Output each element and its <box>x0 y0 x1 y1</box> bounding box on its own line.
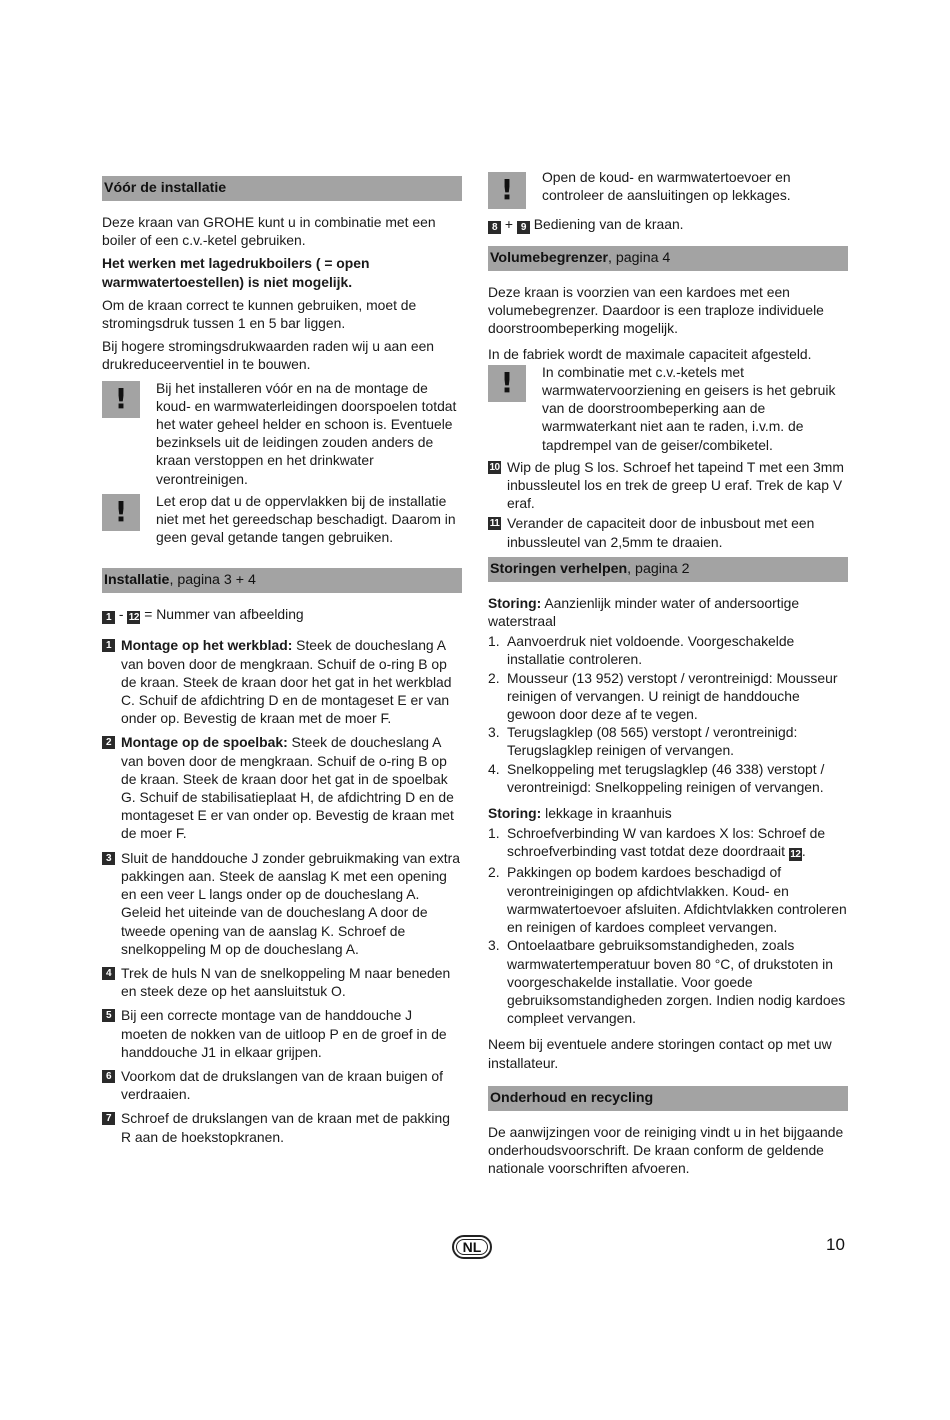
storing-list <box>488 824 848 861</box>
language-badge: NL <box>452 1235 492 1259</box>
step-number-badge: 6 <box>102 1070 115 1083</box>
figure-number-badge: 12 <box>128 612 139 624</box>
list-item: 3. Ontoelaatbare gebruiksomstandigheden, zoals warmwatertemperatuur boven 80 °C, of drukstoten in voorgeschakelde installatie. Voor goede gebruiksomstandigheden zorgen. Indien nodig kardoes compleet vervangen. <box>488 937 846 1027</box>
page-number: 10 <box>826 1235 845 1254</box>
warning-icon: ! <box>102 381 140 418</box>
step-number-badge: 4 <box>102 967 115 980</box>
step-number-badge: 7 <box>102 1112 115 1125</box>
paragraph: In de fabriek wordt de maximale capaciteit afgesteld. <box>488 345 812 362</box>
warning-block <box>488 363 848 454</box>
right-column <box>488 168 848 1182</box>
list-item: 4. Snelkoppeling met terugslagklep (46 338) verstopt / verontreinigd: Snelkoppeling reinigen of vervangen. <box>488 760 825 795</box>
step-text: Wip de plug S los. Schroef het tapeind T met een 3mm inbussleutel los en trek de greep U eraf. Trek de kap V eraf. <box>507 458 844 512</box>
warning-block <box>102 379 462 488</box>
step-number-badge: 10 <box>489 461 500 473</box>
list-item: 2. Mousseur (13 952) verstopt / verontreinigd: Mousseur reinigen of vervangen. U reinigt de handdouche gewoon door deze af te vegen. <box>488 669 838 723</box>
section-heading-volumebegrenzer: Volumebegrenzer, pagina 4 <box>488 246 848 271</box>
paragraph: Neem bij eventuele andere storingen contact op met uw installateur. <box>488 1036 832 1071</box>
list-item: 3. Terugslagklep (08 565) verstopt / verontreinigd: Terugslagklep reinigen of vervangen. <box>488 724 798 759</box>
step-item <box>102 733 462 842</box>
step-number-badge: 1 <box>102 639 115 652</box>
step-item <box>102 1109 462 1145</box>
left-column <box>102 168 462 1152</box>
step-item <box>488 514 848 550</box>
paragraph: Deze kraan is voorzien van een kardoes met een volumebegrenzer. Daardoor is een traploze individuele doorstroombeperking mogelijk. <box>488 284 824 337</box>
warning-text: In combinatie met c.v.-ketels met warmwatervoorziening en geisers is het gebruik van de doorstroombeperking aan de warmwaterkant niet aan te raden, i.v.m. de tapdrempel van de geiser/combiketel. <box>542 363 836 453</box>
section-heading-installatie: Installatie, pagina 3 + 4 <box>102 568 462 593</box>
figure-number-badge: 8 <box>488 221 501 234</box>
step-text: Bij een correcte montage van de handdouche J moeten de nokken van de uitloop P en de groef in de handdouche J1 in elkaar grijpen. <box>121 1007 447 1060</box>
section-heading-onderhoud: Onderhoud en recycling <box>488 1086 848 1111</box>
step-number-badge: 11 <box>489 518 500 530</box>
paragraph: Om de kraan correct te kunnen gebruiken, moet de stromingsdruk tussen 1 en 5 bar liggen. <box>102 296 417 332</box>
list-item: 1. Schroefverbinding W van kardoes X los: Schroef de schroefverbinding vast totdat deze doordraait 12. <box>488 825 826 861</box>
figure-number-badge: 12 <box>790 849 801 861</box>
paragraph: De aanwijzingen voor de reiniging vindt u in het bijgaande onderhoudsvoorschrift. De kraan conform de geldende nationale voorschriften afvoeren. <box>488 1123 844 1177</box>
list-item: 2. Pakkingen op bodem kardoes beschadigd of verontreinigingen op afdichtvlakken. Koud- en warmwatertoevoer afsluiten. Afdichtvlakken controleren en reinigen of kardoes compleet vervangen. <box>488 864 847 936</box>
step-number-badge: 2 <box>102 736 115 749</box>
warning-block <box>102 492 462 547</box>
step-text: Montage op de spoelbak: Steek de doucheslang A van boven door de mengkraan. Schuif de o-ring B op de kraan. Steek de kraan door het gat in de spoelbak G. Schuif de stabilisatieplaat H, de afdichtring D en de montageset E er van onder op. Bevestig de kraan met de moer F. <box>121 734 454 842</box>
section-heading-storingen: Storingen verhelpen, pagina 2 <box>488 557 848 582</box>
step-text: Sluit de handdouche J zonder gebruikmaking van extra pakkingen aan. Steek de aanslag K met een opening en een veer L langs onder op de doucheslang A. Geleid het uiteinde van de doucheslang A door de tweede opening van de aanslag K. Schroef de snelkoppeling M op de doucheslang A. <box>121 849 460 957</box>
step-item <box>102 1067 462 1103</box>
storing-list-continued <box>488 863 848 1027</box>
step-item <box>488 458 848 513</box>
warning-block <box>488 168 848 209</box>
figure-legend: 1 - 12 = Nummer van afbeelding <box>102 605 462 624</box>
installation-steps <box>102 636 462 1145</box>
storing-list <box>488 632 848 796</box>
step-item <box>102 849 462 958</box>
warning-icon: ! <box>488 365 526 402</box>
figure-reference: 8 + 9 Bediening van de kraan. <box>488 215 848 234</box>
warning-text: Open de koud- en warmwatertoevoer en controleer de aansluitingen op lekkages. <box>542 169 791 204</box>
list-item: 1. Aanvoerdruk niet voldoende. Voorgeschakelde installatie controleren. <box>488 633 795 668</box>
storing-label: Storing: lekkage in kraanhuis <box>488 805 672 822</box>
step-item <box>102 636 462 727</box>
step-text: Trek de huls N van de snelkoppeling M naar beneden en steek deze op het aansluitstuk O. <box>121 964 451 1000</box>
storing-label: Storing: Aanzienlijk minder water of andersoortige waterstraal <box>488 594 800 630</box>
warning-text: Let erop dat u de oppervlakken bij de installatie niet met het gereedschap beschadigt. Daarom in geen geval getande tangen gebruiken. <box>156 492 456 546</box>
step-text: Verander de capaciteit door de inbusbout met een inbussleutel van 2,5mm te draaien. <box>507 515 815 550</box>
figure-number-badge: 9 <box>517 221 530 234</box>
warning-icon: ! <box>488 172 526 209</box>
step-text: Montage op het werkblad: Steek de doucheslang A van boven door de mengkraan. Schuif de o-ring B op de kraan. Steek de kraan door het gat in het werkblad C. Schuif de afdichtring D en de montageset E er van onder op. Bevestig de kraan met de moer F. <box>121 637 452 727</box>
paragraph: Bij hogere stromingsdrukwaarden raden wij u aan een drukreduceerventiel in te bouwen. <box>102 338 435 373</box>
step-number-badge: 3 <box>102 852 115 865</box>
paragraph: Deze kraan van GROHE kunt u in combinatie met een boiler of een c.v.-ketel gebruiken. <box>102 214 436 249</box>
step-number-badge: 5 <box>102 1009 115 1022</box>
step-text: Voorkom dat de drukslangen van de kraan buigen of verdraaien. <box>121 1067 444 1103</box>
warning-text: Bij het installeren vóór en na de montage de koud- en warmwaterleidingen doorspoelen totdat het water geheel helder en schoon is. Eventuele bezinksels uit de leidingen zouden anders de kraan verstoppen en het drinkwater verontreinigen. <box>156 379 457 487</box>
warning-icon: ! <box>102 494 140 531</box>
section-heading-voor-installatie: Vóór de installatie <box>102 176 462 201</box>
paragraph-bold: Het werken met lagedrukboilers ( = open warmwatertoestellen) is niet mogelijk. <box>102 255 370 290</box>
step-item <box>102 964 462 1000</box>
step-text: Schroef de drukslangen van de kraan met de pakking R aan de hoekstopkranen. <box>121 1110 450 1145</box>
figure-number-badge: 1 <box>102 611 115 624</box>
step-item <box>102 1006 462 1061</box>
